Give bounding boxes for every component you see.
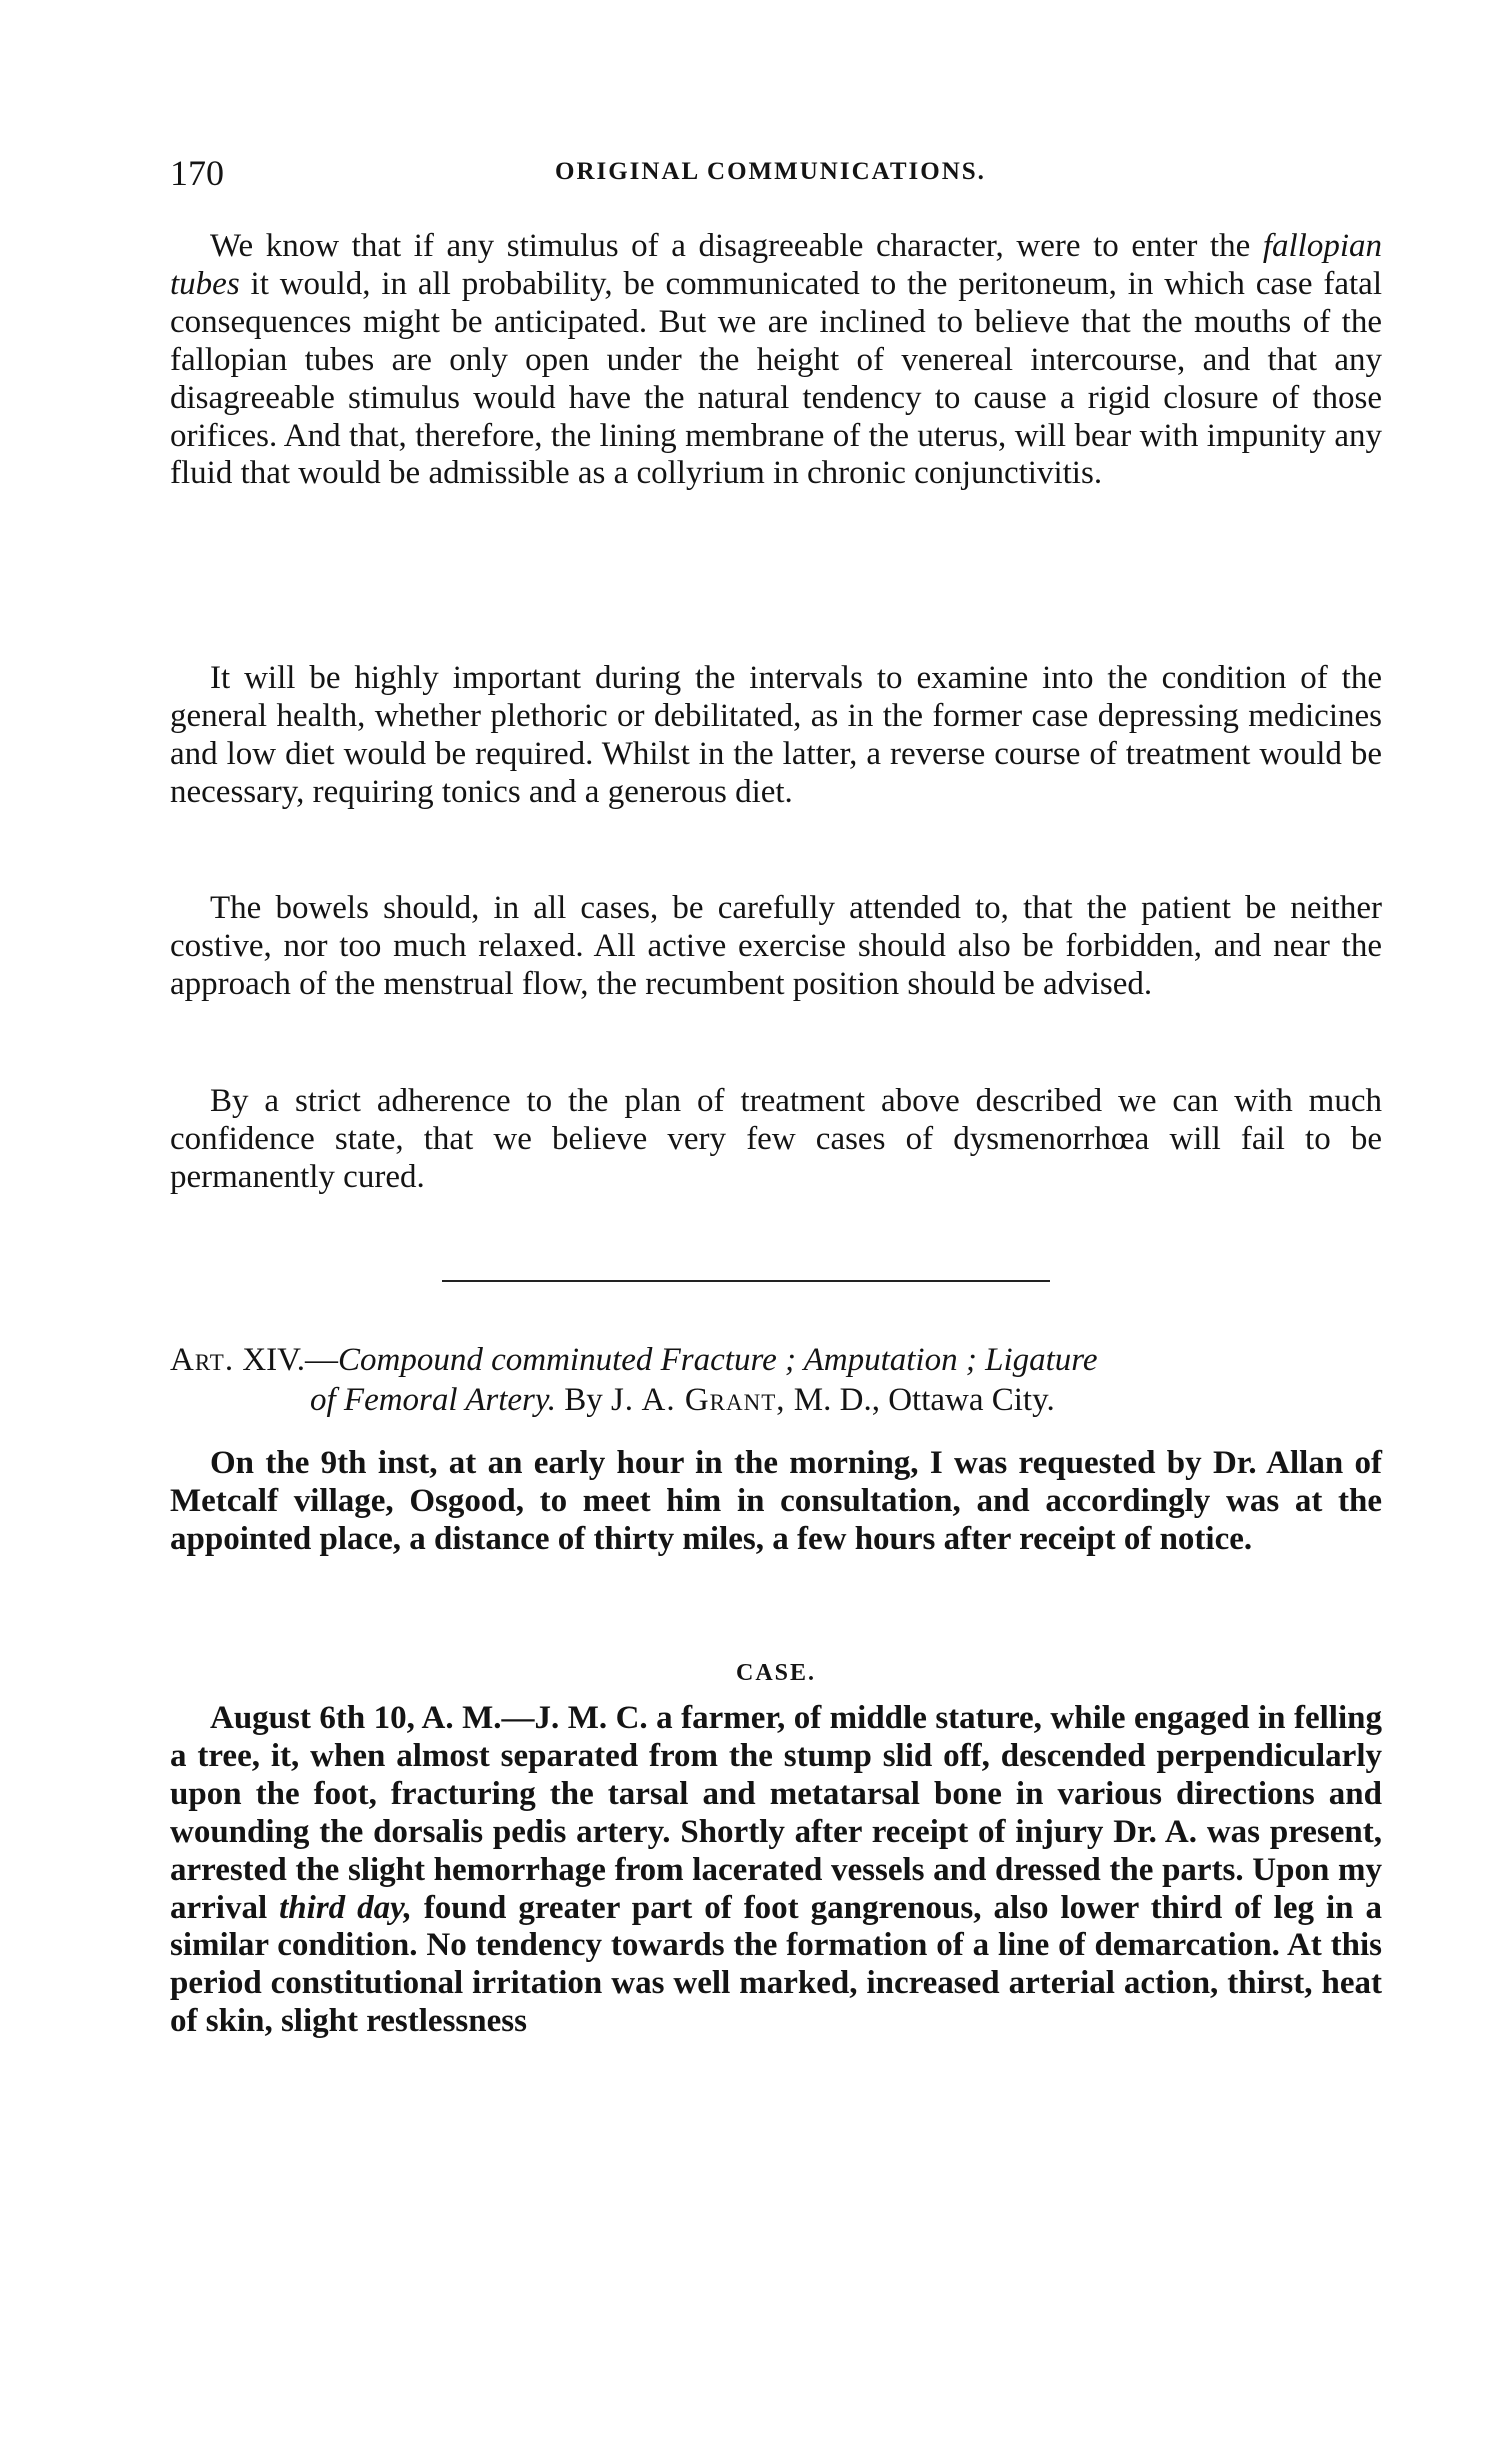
article-label: Art. (170, 1342, 235, 1378)
paragraph-text: it would, in all probability, be communicated to the peritoneum, in which case fatal consequences might be anticipated. But we are inclined to believe that the mouths of the fallopian tubes are only open under the height of venereal intercourse, and that any disagreeable stimulus would have the natural tendency to cause a rigid closure of those orifices. And that, therefore, the lining membrane of the uterus, will bear with impunity any fluid that would be admissible as a collyrium in chronic conjunctivitis. (170, 265, 1382, 492)
case-heading: CASE. (735, 1660, 817, 1686)
paragraph-fallopian-tubes (170, 228, 1382, 493)
article-title-text-continued: of Femoral Artery. (310, 1382, 556, 1418)
paragraph-text: We know that if any stimulus of a disagreeable character, were to enter the (210, 228, 1263, 264)
italic-term: third day, (279, 1889, 412, 1926)
article-author-affiliation: M. D., Ottawa City. (785, 1382, 1055, 1418)
section-divider (442, 1280, 1050, 1282)
article-byline-prefix: By (555, 1382, 611, 1418)
page-header (170, 152, 1380, 196)
article-title-line-1 (170, 1340, 1382, 1380)
italic-term: fallopian tubes (170, 228, 1382, 302)
article-title-text: Compound comminuted Fracture ; Amputation ; Ligature (338, 1342, 1098, 1378)
paragraph-case-report (170, 1700, 1382, 2041)
paragraph-conclusion: By a strict adherence to the plan of treatment above described we can with much confidence state, that we believe very few cases of dysmenorrhœa will fail to be permanently cured. (170, 1083, 1382, 1195)
paragraph-text: August 6th 10, A. M.—J. M. C. a farmer, of middle stature, while engaged in felling a tree, it, when almost separated from the stump slid off, descended perpendicularly upon the foot, fracturing the tarsal and metatarsal bone in various directions and wounding the dorsalis pedis artery. Shortly after receipt of injury Dr. A. was present, arrested the slight hemorrhage from lacerated vessels and dressed the parts. Upon my arrival (170, 1700, 1382, 1926)
article-title-line-2 (170, 1380, 1382, 1420)
page-number: 170 (170, 153, 224, 193)
article-number: XIV.— (234, 1342, 338, 1378)
paragraph-bowels: The bowels should, in all cases, be carefully attended to, that the patient be neither costive, nor too much relaxed. All active exercise should also be forbidden, and near the approach of the menstrual flow, the recumbent position should be advised. (170, 890, 1382, 1002)
paragraph-general-health: It will be highly important during the intervals to examine into the condition of the general health, whether plethoric or debilitated, as in the former case depressing medicines and low diet would be required. Whilst in the latter, a reverse course of treatment would be necessary, requiring tonics and a generous diet. (170, 660, 1382, 810)
paragraph-consultation: On the 9th inst, at an early hour in the morning, I was requested by Dr. Allan of Metcalf village, Osgood, to meet him in consultation, and accordingly was at the appointed place, a distance of thirty miles, a few hours after receipt of notice. (170, 1445, 1382, 1557)
running-head: ORIGINAL COMMUNICATIONS. (555, 158, 986, 185)
article-author: J. A. Grant, (610, 1382, 786, 1418)
paragraph-text: found greater part of foot gangrenous, also lower third of leg in a similar condition. No tendency towards the formation of a line of demarcation. At this period constitutional irritation was well marked, increased arterial action, thirst, heat of skin, slight restlessness (170, 1889, 1382, 2040)
article-title (170, 1340, 1382, 1420)
